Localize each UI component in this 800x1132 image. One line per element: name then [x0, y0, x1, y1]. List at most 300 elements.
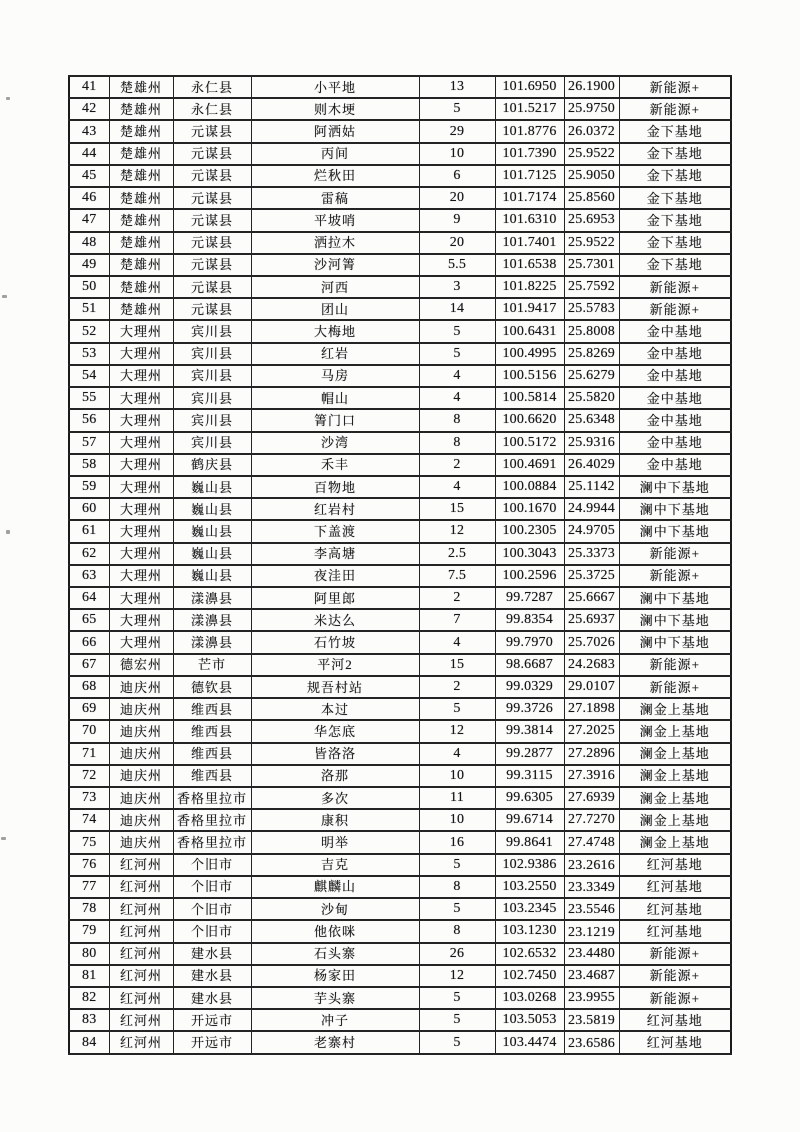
prefecture-cell: 红河州 — [109, 1009, 173, 1031]
row-number-cell: 58 — [69, 454, 109, 476]
latitude-cell: 23.1219 — [564, 920, 619, 942]
row-number-cell: 83 — [69, 1009, 109, 1031]
longitude-cell: 99.6714 — [495, 809, 564, 831]
latitude-cell: 23.6586 — [564, 1031, 619, 1053]
county-cell: 香格里拉市 — [173, 787, 251, 809]
scan-speck — [6, 97, 10, 100]
latitude-cell: 27.3916 — [564, 765, 619, 787]
category-cell: 澜中下基地 — [619, 498, 731, 520]
county-cell: 巍山县 — [173, 476, 251, 498]
county-cell: 元谋县 — [173, 120, 251, 142]
latitude-cell: 25.9050 — [564, 165, 619, 187]
capacity-cell: 5.5 — [419, 254, 495, 276]
capacity-cell: 14 — [419, 298, 495, 320]
row-number-cell: 73 — [69, 787, 109, 809]
table-row — [69, 543, 731, 565]
category-cell: 金下基地 — [619, 254, 731, 276]
county-cell: 鹤庆县 — [173, 454, 251, 476]
site-name-cell: 芋头寨 — [251, 987, 419, 1009]
latitude-cell: 25.6953 — [564, 209, 619, 231]
prefecture-cell: 大理州 — [109, 543, 173, 565]
county-cell: 元谋县 — [173, 232, 251, 254]
latitude-cell: 23.9955 — [564, 987, 619, 1009]
county-cell: 永仁县 — [173, 98, 251, 120]
table-row — [69, 631, 731, 653]
category-cell: 澜金上基地 — [619, 720, 731, 742]
county-cell: 维西县 — [173, 743, 251, 765]
table-row — [69, 965, 731, 987]
site-name-cell: 平河2 — [251, 654, 419, 676]
capacity-cell: 5 — [419, 854, 495, 876]
county-cell: 巍山县 — [173, 498, 251, 520]
category-cell: 澜中下基地 — [619, 609, 731, 631]
row-number-cell: 62 — [69, 543, 109, 565]
longitude-cell: 98.6687 — [495, 654, 564, 676]
longitude-cell: 100.4995 — [495, 343, 564, 365]
longitude-cell: 99.8641 — [495, 831, 564, 853]
county-cell: 元谋县 — [173, 209, 251, 231]
site-name-cell: 沙甸 — [251, 898, 419, 920]
capacity-cell: 10 — [419, 143, 495, 165]
longitude-cell: 100.1670 — [495, 498, 564, 520]
site-name-cell: 华怎底 — [251, 720, 419, 742]
site-name-cell: 团山 — [251, 298, 419, 320]
latitude-cell: 27.2896 — [564, 743, 619, 765]
county-cell: 宾川县 — [173, 343, 251, 365]
prefecture-cell: 红河州 — [109, 898, 173, 920]
capacity-cell: 7 — [419, 609, 495, 631]
longitude-cell: 103.2550 — [495, 876, 564, 898]
capacity-cell: 5 — [419, 1031, 495, 1053]
county-cell: 香格里拉市 — [173, 831, 251, 853]
row-number-cell: 55 — [69, 387, 109, 409]
category-cell: 红河基地 — [619, 898, 731, 920]
category-cell: 澜中下基地 — [619, 520, 731, 542]
prefecture-cell: 德宏州 — [109, 654, 173, 676]
table-row — [69, 476, 731, 498]
county-cell: 永仁县 — [173, 76, 251, 98]
prefecture-cell: 楚雄州 — [109, 76, 173, 98]
row-number-cell: 54 — [69, 365, 109, 387]
row-number-cell: 42 — [69, 98, 109, 120]
longitude-cell: 101.9417 — [495, 298, 564, 320]
row-number-cell: 67 — [69, 654, 109, 676]
row-number-cell: 43 — [69, 120, 109, 142]
longitude-cell: 103.1230 — [495, 920, 564, 942]
table-row — [69, 432, 731, 454]
table-row — [69, 98, 731, 120]
county-cell: 元谋县 — [173, 298, 251, 320]
table-row — [69, 565, 731, 587]
site-name-cell: 洒拉木 — [251, 232, 419, 254]
row-number-cell: 63 — [69, 565, 109, 587]
site-name-cell: 他依咪 — [251, 920, 419, 942]
category-cell: 新能源+ — [619, 76, 731, 98]
row-number-cell: 41 — [69, 76, 109, 98]
scan-speck — [6, 530, 10, 534]
capacity-cell: 5 — [419, 320, 495, 342]
site-name-cell: 冲子 — [251, 1009, 419, 1031]
longitude-cell: 101.6538 — [495, 254, 564, 276]
table-row — [69, 120, 731, 142]
site-name-cell: 沙河箐 — [251, 254, 419, 276]
row-number-cell: 74 — [69, 809, 109, 831]
latitude-cell: 23.5546 — [564, 898, 619, 920]
category-cell: 金中基地 — [619, 409, 731, 431]
site-name-cell: 明举 — [251, 831, 419, 853]
category-cell: 红河基地 — [619, 854, 731, 876]
row-number-cell: 75 — [69, 831, 109, 853]
longitude-cell: 103.5053 — [495, 1009, 564, 1031]
longitude-cell: 100.3043 — [495, 543, 564, 565]
latitude-cell: 27.4748 — [564, 831, 619, 853]
latitude-cell: 25.6667 — [564, 587, 619, 609]
county-cell: 开远市 — [173, 1031, 251, 1053]
prefecture-cell: 红河州 — [109, 876, 173, 898]
row-number-cell: 78 — [69, 898, 109, 920]
row-number-cell: 57 — [69, 432, 109, 454]
county-cell: 维西县 — [173, 765, 251, 787]
capacity-cell: 20 — [419, 187, 495, 209]
longitude-cell: 100.2305 — [495, 520, 564, 542]
site-name-cell: 阿里郎 — [251, 587, 419, 609]
latitude-cell: 25.9316 — [564, 432, 619, 454]
longitude-cell: 101.7125 — [495, 165, 564, 187]
longitude-cell: 101.6950 — [495, 76, 564, 98]
longitude-cell: 99.8354 — [495, 609, 564, 631]
longitude-cell: 103.4474 — [495, 1031, 564, 1053]
category-cell: 红河基地 — [619, 1009, 731, 1031]
prefecture-cell: 大理州 — [109, 476, 173, 498]
category-cell: 新能源+ — [619, 943, 731, 965]
category-cell: 澜金上基地 — [619, 743, 731, 765]
category-cell: 新能源+ — [619, 98, 731, 120]
capacity-cell: 8 — [419, 876, 495, 898]
site-name-cell: 米达么 — [251, 609, 419, 631]
prefecture-cell: 大理州 — [109, 565, 173, 587]
category-cell: 新能源+ — [619, 965, 731, 987]
row-number-cell: 66 — [69, 631, 109, 653]
capacity-cell: 10 — [419, 765, 495, 787]
row-number-cell: 69 — [69, 698, 109, 720]
latitude-cell: 23.5819 — [564, 1009, 619, 1031]
prefecture-cell: 迪庆州 — [109, 720, 173, 742]
capacity-cell: 12 — [419, 520, 495, 542]
capacity-cell: 2.5 — [419, 543, 495, 565]
table-row — [69, 587, 731, 609]
county-cell: 维西县 — [173, 698, 251, 720]
category-cell: 金中基地 — [619, 343, 731, 365]
capacity-cell: 9 — [419, 209, 495, 231]
capacity-cell: 6 — [419, 165, 495, 187]
prefecture-cell: 红河州 — [109, 965, 173, 987]
site-name-cell: 箐门口 — [251, 409, 419, 431]
county-cell: 漾濞县 — [173, 609, 251, 631]
row-number-cell: 48 — [69, 232, 109, 254]
category-cell: 红河基地 — [619, 920, 731, 942]
category-cell: 新能源+ — [619, 987, 731, 1009]
capacity-cell: 5 — [419, 898, 495, 920]
row-number-cell: 80 — [69, 943, 109, 965]
prefecture-cell: 楚雄州 — [109, 187, 173, 209]
row-number-cell: 46 — [69, 187, 109, 209]
capacity-cell: 13 — [419, 76, 495, 98]
latitude-cell: 25.6279 — [564, 365, 619, 387]
county-cell: 德钦县 — [173, 676, 251, 698]
longitude-cell: 99.3814 — [495, 720, 564, 742]
prefecture-cell: 迪庆州 — [109, 831, 173, 853]
sites-table — [68, 75, 732, 1055]
category-cell: 红河基地 — [619, 1031, 731, 1053]
prefecture-cell: 楚雄州 — [109, 298, 173, 320]
site-name-cell: 石头寨 — [251, 943, 419, 965]
county-cell: 元谋县 — [173, 254, 251, 276]
prefecture-cell: 大理州 — [109, 498, 173, 520]
longitude-cell: 99.2877 — [495, 743, 564, 765]
capacity-cell: 8 — [419, 409, 495, 431]
row-number-cell: 47 — [69, 209, 109, 231]
table-row — [69, 454, 731, 476]
capacity-cell: 11 — [419, 787, 495, 809]
latitude-cell: 25.7026 — [564, 631, 619, 653]
table-row — [69, 387, 731, 409]
county-cell: 宾川县 — [173, 320, 251, 342]
longitude-cell: 100.6620 — [495, 409, 564, 431]
capacity-cell: 5 — [419, 98, 495, 120]
table-row — [69, 787, 731, 809]
site-name-cell: 杨家田 — [251, 965, 419, 987]
latitude-cell: 25.1142 — [564, 476, 619, 498]
table-row — [69, 676, 731, 698]
county-cell: 宾川县 — [173, 409, 251, 431]
prefecture-cell: 红河州 — [109, 1031, 173, 1053]
capacity-cell: 10 — [419, 809, 495, 831]
prefecture-cell: 楚雄州 — [109, 98, 173, 120]
table-row — [69, 232, 731, 254]
county-cell: 个旧市 — [173, 898, 251, 920]
row-number-cell: 50 — [69, 276, 109, 298]
latitude-cell: 27.6939 — [564, 787, 619, 809]
table-row — [69, 765, 731, 787]
category-cell: 澜金上基地 — [619, 787, 731, 809]
capacity-cell: 4 — [419, 365, 495, 387]
latitude-cell: 23.4687 — [564, 965, 619, 987]
prefecture-cell: 楚雄州 — [109, 165, 173, 187]
longitude-cell: 100.4691 — [495, 454, 564, 476]
capacity-cell: 8 — [419, 920, 495, 942]
latitude-cell: 25.8269 — [564, 343, 619, 365]
site-name-cell: 皆洛洛 — [251, 743, 419, 765]
row-number-cell: 81 — [69, 965, 109, 987]
site-name-cell: 本过 — [251, 698, 419, 720]
longitude-cell: 100.5814 — [495, 387, 564, 409]
table-row — [69, 898, 731, 920]
site-name-cell: 雷稿 — [251, 187, 419, 209]
county-cell: 巍山县 — [173, 565, 251, 587]
table-row — [69, 187, 731, 209]
county-cell: 元谋县 — [173, 276, 251, 298]
longitude-cell: 101.7390 — [495, 143, 564, 165]
longitude-cell: 103.0268 — [495, 987, 564, 1009]
row-number-cell: 61 — [69, 520, 109, 542]
latitude-cell: 25.5820 — [564, 387, 619, 409]
category-cell: 金下基地 — [619, 232, 731, 254]
latitude-cell: 25.6937 — [564, 609, 619, 631]
latitude-cell: 25.3373 — [564, 543, 619, 565]
site-name-cell: 石竹坡 — [251, 631, 419, 653]
county-cell: 宾川县 — [173, 432, 251, 454]
county-cell: 建水县 — [173, 943, 251, 965]
capacity-cell: 2 — [419, 587, 495, 609]
latitude-cell: 24.9705 — [564, 520, 619, 542]
prefecture-cell: 迪庆州 — [109, 787, 173, 809]
site-name-cell: 阿洒姑 — [251, 120, 419, 142]
latitude-cell: 25.9750 — [564, 98, 619, 120]
longitude-cell: 102.6532 — [495, 943, 564, 965]
capacity-cell: 15 — [419, 654, 495, 676]
site-name-cell: 大梅地 — [251, 320, 419, 342]
longitude-cell: 102.7450 — [495, 965, 564, 987]
longitude-cell: 100.5172 — [495, 432, 564, 454]
prefecture-cell: 大理州 — [109, 609, 173, 631]
row-number-cell: 53 — [69, 343, 109, 365]
table-row — [69, 143, 731, 165]
prefecture-cell: 大理州 — [109, 343, 173, 365]
capacity-cell: 5 — [419, 343, 495, 365]
category-cell: 澜中下基地 — [619, 631, 731, 653]
row-number-cell: 68 — [69, 676, 109, 698]
table-row — [69, 76, 731, 98]
county-cell: 个旧市 — [173, 920, 251, 942]
category-cell: 澜中下基地 — [619, 476, 731, 498]
longitude-cell: 99.3726 — [495, 698, 564, 720]
table-row — [69, 276, 731, 298]
prefecture-cell: 大理州 — [109, 587, 173, 609]
latitude-cell: 25.3725 — [564, 565, 619, 587]
capacity-cell: 4 — [419, 387, 495, 409]
category-cell: 红河基地 — [619, 876, 731, 898]
row-number-cell: 60 — [69, 498, 109, 520]
prefecture-cell: 大理州 — [109, 520, 173, 542]
latitude-cell: 27.1898 — [564, 698, 619, 720]
longitude-cell: 101.8776 — [495, 120, 564, 142]
prefecture-cell: 楚雄州 — [109, 209, 173, 231]
county-cell: 个旧市 — [173, 854, 251, 876]
site-name-cell: 康积 — [251, 809, 419, 831]
prefecture-cell: 红河州 — [109, 943, 173, 965]
longitude-cell: 101.6310 — [495, 209, 564, 231]
category-cell: 金中基地 — [619, 320, 731, 342]
site-name-cell: 李高塘 — [251, 543, 419, 565]
table-row — [69, 209, 731, 231]
category-cell: 金下基地 — [619, 187, 731, 209]
category-cell: 新能源+ — [619, 543, 731, 565]
table-row — [69, 943, 731, 965]
capacity-cell: 29 — [419, 120, 495, 142]
site-name-cell: 则木埂 — [251, 98, 419, 120]
county-cell: 维西县 — [173, 720, 251, 742]
row-number-cell: 79 — [69, 920, 109, 942]
longitude-cell: 101.7174 — [495, 187, 564, 209]
prefecture-cell: 楚雄州 — [109, 254, 173, 276]
prefecture-cell: 迪庆州 — [109, 676, 173, 698]
longitude-cell: 99.7287 — [495, 587, 564, 609]
table-row — [69, 876, 731, 898]
latitude-cell: 24.2683 — [564, 654, 619, 676]
site-name-cell: 河西 — [251, 276, 419, 298]
site-name-cell: 老寨村 — [251, 1031, 419, 1053]
row-number-cell: 59 — [69, 476, 109, 498]
county-cell: 巍山县 — [173, 520, 251, 542]
row-number-cell: 65 — [69, 609, 109, 631]
latitude-cell: 29.0107 — [564, 676, 619, 698]
latitude-cell: 25.7301 — [564, 254, 619, 276]
row-number-cell: 44 — [69, 143, 109, 165]
category-cell: 新能源+ — [619, 565, 731, 587]
row-number-cell: 77 — [69, 876, 109, 898]
county-cell: 芒市 — [173, 654, 251, 676]
prefecture-cell: 迪庆州 — [109, 698, 173, 720]
category-cell: 澜金上基地 — [619, 765, 731, 787]
row-number-cell: 49 — [69, 254, 109, 276]
row-number-cell: 82 — [69, 987, 109, 1009]
category-cell: 新能源+ — [619, 276, 731, 298]
site-name-cell: 麒麟山 — [251, 876, 419, 898]
category-cell: 金中基地 — [619, 432, 731, 454]
capacity-cell: 4 — [419, 631, 495, 653]
latitude-cell: 25.8008 — [564, 320, 619, 342]
latitude-cell: 25.7592 — [564, 276, 619, 298]
latitude-cell: 23.2616 — [564, 854, 619, 876]
scan-speck — [1, 837, 6, 840]
prefecture-cell: 大理州 — [109, 365, 173, 387]
county-cell: 宾川县 — [173, 365, 251, 387]
county-cell: 漾濞县 — [173, 587, 251, 609]
category-cell: 新能源+ — [619, 654, 731, 676]
latitude-cell: 23.4480 — [564, 943, 619, 965]
category-cell: 新能源+ — [619, 676, 731, 698]
capacity-cell: 4 — [419, 743, 495, 765]
scan-speck — [2, 295, 7, 298]
prefecture-cell: 大理州 — [109, 387, 173, 409]
category-cell: 澜金上基地 — [619, 831, 731, 853]
longitude-cell: 101.5217 — [495, 98, 564, 120]
capacity-cell: 8 — [419, 432, 495, 454]
prefecture-cell: 大理州 — [109, 409, 173, 431]
latitude-cell: 25.8560 — [564, 187, 619, 209]
capacity-cell: 5 — [419, 1009, 495, 1031]
table-row — [69, 987, 731, 1009]
prefecture-cell: 迪庆州 — [109, 809, 173, 831]
site-name-cell: 百物地 — [251, 476, 419, 498]
row-number-cell: 70 — [69, 720, 109, 742]
site-name-cell: 多次 — [251, 787, 419, 809]
row-number-cell: 76 — [69, 854, 109, 876]
prefecture-cell: 迪庆州 — [109, 765, 173, 787]
county-cell: 漾濞县 — [173, 631, 251, 653]
category-cell: 金下基地 — [619, 143, 731, 165]
table-row — [69, 520, 731, 542]
site-name-cell: 小平地 — [251, 76, 419, 98]
longitude-cell: 99.0329 — [495, 676, 564, 698]
category-cell: 金下基地 — [619, 120, 731, 142]
table-row — [69, 498, 731, 520]
latitude-cell: 25.9522 — [564, 143, 619, 165]
table-row — [69, 409, 731, 431]
longitude-cell: 100.5156 — [495, 365, 564, 387]
row-number-cell: 72 — [69, 765, 109, 787]
capacity-cell: 16 — [419, 831, 495, 853]
